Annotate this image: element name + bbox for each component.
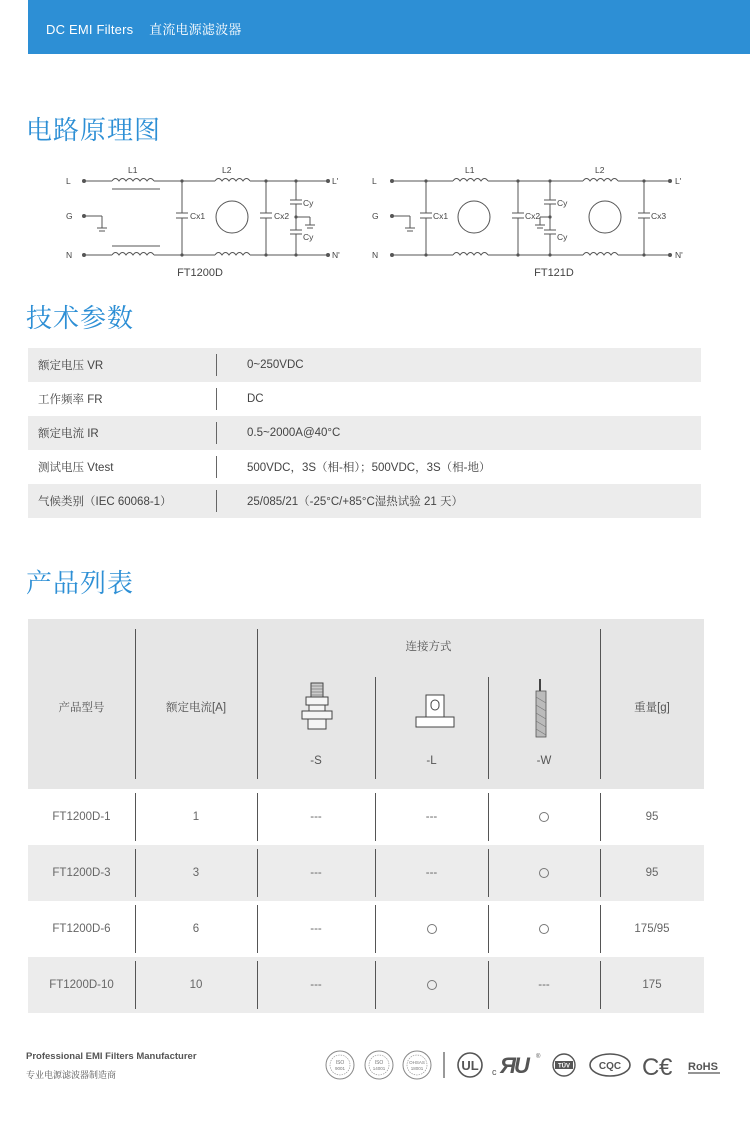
product-table-header — [28, 619, 704, 789]
svg-text:CQC: CQC — [598, 1061, 622, 1072]
cell-s: --- — [310, 811, 322, 823]
table-row — [28, 845, 704, 901]
circuit1-label-no: N' — [332, 250, 340, 260]
header-s: -S — [310, 755, 322, 767]
circuit2-label-cx1: Cx1 — [433, 211, 449, 221]
cell-weight: 175/95 — [634, 923, 670, 935]
circuit2-label-g: G — [372, 211, 379, 221]
svg-text:OHSAS: OHSAS — [409, 1060, 425, 1065]
header-l: -L — [426, 755, 437, 767]
availability-circle-icon — [375, 901, 488, 957]
availability-circle-icon — [375, 957, 488, 1013]
product-table — [28, 619, 704, 1013]
wire-terminal-icon — [530, 677, 558, 744]
cell-current: 10 — [189, 979, 203, 991]
circle-icon — [539, 868, 549, 878]
tech-value: 0~250VDC — [247, 359, 304, 371]
table-row — [28, 957, 704, 1013]
tech-key: 气候类别（IEC 60068-1） — [28, 484, 217, 518]
rohs-logo-icon — [688, 1061, 720, 1073]
ce-mark-icon — [642, 1054, 673, 1081]
ohsas-18001-seal-icon — [403, 1051, 431, 1079]
section-title-products: 产品列表 — [26, 568, 135, 598]
circuit1-label-lo: L' — [332, 176, 339, 186]
cell-model: FT1200D-1 — [52, 811, 111, 823]
svg-text:14001: 14001 — [372, 1066, 386, 1071]
stud-terminal-icon — [298, 681, 336, 736]
header-current: 额定电流[A] — [165, 702, 227, 714]
circuit2-label-cx3: Cx3 — [651, 211, 667, 221]
circuit1-label-l2: L2 — [222, 165, 232, 175]
circuit1-label-cx2: Cx2 — [274, 211, 290, 221]
certification-logos — [320, 1046, 725, 1089]
tech-value: 0.5~2000A@40°C — [247, 427, 341, 439]
svg-text:TÜV: TÜV — [558, 1063, 570, 1070]
header-connection: 连接方式 — [405, 641, 452, 653]
footer-tagline-en: Professional EMI Filters Manufacturer — [26, 1051, 197, 1062]
iso-9001-seal-icon — [326, 1051, 354, 1079]
circuit1-label-l1: L1 — [128, 165, 138, 175]
svg-text:Я: Я — [500, 1053, 517, 1078]
iso-14001-seal-icon — [365, 1051, 393, 1079]
circuit2-label-cx2: Cx2 — [525, 211, 541, 221]
lug-terminal-icon — [412, 691, 458, 734]
cell-current: 6 — [192, 923, 200, 935]
tuv-logo-icon — [553, 1054, 575, 1076]
availability-circle-icon — [488, 845, 600, 901]
section-title-tech: 技术参数 — [26, 303, 135, 333]
circuit2-name: FT121D — [534, 267, 574, 279]
footer-tagline-cn: 专业电源滤波器制造商 — [26, 1070, 117, 1080]
cell-current: 1 — [192, 811, 200, 823]
circuit2-label-lo: L' — [675, 176, 682, 186]
svg-text:U: U — [514, 1053, 530, 1078]
tech-key: 工作频率 FR — [28, 382, 217, 416]
svg-text:UL: UL — [461, 1058, 479, 1073]
circle-icon — [427, 924, 437, 934]
cruus-logo-icon — [492, 1053, 541, 1078]
circuit-diagram-ft1200d — [60, 160, 350, 265]
circuit2-label-cy1: Cy — [557, 198, 568, 208]
tech-key: 测试电压 Vtest — [28, 450, 217, 484]
svg-text:RoHS: RoHS — [688, 1061, 718, 1073]
circuit1-label-cx1: Cx1 — [190, 211, 206, 221]
svg-text:18001: 18001 — [410, 1066, 424, 1071]
circuit1-label-cy2: Cy — [303, 232, 314, 242]
cell-s: --- — [310, 923, 322, 935]
circuit1-label-cy1: Cy — [303, 198, 314, 208]
cell-w: --- — [538, 979, 550, 991]
header-title-en: DC EMI Filters — [46, 22, 134, 37]
tech-value: DC — [247, 393, 264, 405]
header-model: 产品型号 — [58, 702, 105, 714]
header-weight: 重量[g] — [634, 702, 670, 714]
svg-text:ISO: ISO — [335, 1060, 345, 1066]
circuit1-label-l: L — [66, 176, 71, 186]
circuit2-label-l2: L2 — [595, 165, 605, 175]
tech-row — [28, 382, 701, 416]
circuit2-label-l1: L1 — [465, 165, 475, 175]
circuit1-label-g: G — [66, 211, 73, 221]
cell-weight: 175 — [642, 979, 662, 991]
cell-model: FT1200D-6 — [52, 923, 111, 935]
svg-text:®: ® — [536, 1054, 541, 1060]
ul-logo-icon — [458, 1053, 482, 1077]
cell-weight: 95 — [645, 867, 659, 879]
tech-value: 500VDC，3S（相-相）；500VDC，3S（相-地） — [247, 462, 491, 474]
svg-text:€: € — [659, 1054, 673, 1081]
cell-model: FT1200D-10 — [49, 979, 114, 991]
circuit2-label-n: N — [372, 250, 379, 260]
svg-text:C: C — [642, 1054, 660, 1081]
header-title-cn: 直流电源滤波器 — [149, 22, 242, 37]
table-row — [28, 901, 704, 957]
cell-model: FT1200D-3 — [52, 867, 111, 879]
cqc-logo-icon — [590, 1054, 630, 1076]
table-row — [28, 789, 704, 845]
tech-row — [28, 484, 701, 518]
circuit-diagram-ft121d — [368, 160, 698, 265]
circuit2-label-cy2: Cy — [557, 232, 568, 242]
cell-s: --- — [310, 979, 322, 991]
tech-row — [28, 416, 701, 450]
cell-weight: 95 — [645, 811, 659, 823]
tech-spec-table — [28, 348, 701, 518]
tech-row — [28, 348, 701, 382]
cell-current: 3 — [192, 867, 200, 879]
circle-icon — [539, 924, 549, 934]
tech-key: 额定电压 VR — [28, 348, 217, 382]
tech-value: 25/085/21（-25°C/+85°C湿热试验 21 天） — [247, 496, 463, 508]
svg-text:ISO: ISO — [374, 1060, 384, 1066]
circuit2-label-l: L — [372, 176, 377, 186]
page-header — [28, 0, 750, 54]
cell-l: --- — [425, 867, 438, 879]
circuit1-name: FT1200D — [177, 267, 223, 279]
availability-circle-icon — [488, 901, 600, 957]
section-title-circuit: 电路原理图 — [26, 115, 162, 145]
svg-text:9001: 9001 — [334, 1066, 346, 1071]
circuit1-label-n: N — [66, 250, 73, 260]
circle-icon — [427, 980, 437, 990]
circuit2-label-no: N' — [675, 250, 683, 260]
tech-key: 额定电流 IR — [28, 416, 217, 450]
svg-text:c: c — [492, 1067, 497, 1077]
header-w: -W — [536, 755, 552, 767]
availability-circle-icon — [488, 789, 600, 845]
cell-s: --- — [310, 867, 322, 879]
tech-row — [28, 450, 701, 484]
cell-l: --- — [425, 811, 438, 823]
circle-icon — [539, 812, 549, 822]
